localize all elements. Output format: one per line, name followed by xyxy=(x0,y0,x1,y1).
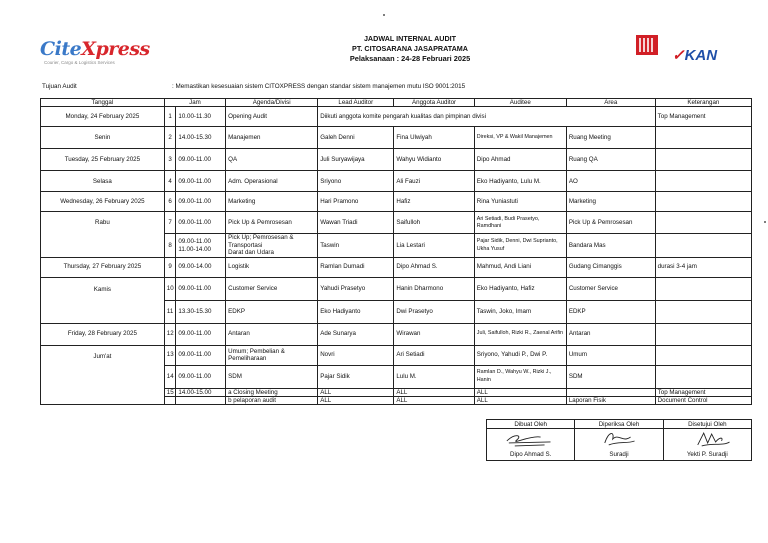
header-agenda: Agenda/Divisi xyxy=(226,99,318,107)
signature-scribble-icon xyxy=(575,429,662,449)
day-cell: Senin xyxy=(41,127,165,149)
header-area: Area xyxy=(566,99,655,107)
table-header-row xyxy=(41,99,752,107)
header-jam: Jam xyxy=(164,99,225,107)
sign-header-approved: Disetujui Oleh xyxy=(663,420,751,429)
title-line-3: Pelaksanaan : 24-28 Februari 2025 xyxy=(349,54,471,63)
signer-name: Dipo Ahmad S. xyxy=(510,450,552,458)
purpose-text: : Memastikan kesesuaian sistem CITOXPRESS dengan standar sistem manajemen mutu ISO 9001:2015 xyxy=(172,83,466,90)
opening-note: Diikuti anggota komite pengarah kualitas dan pimpinan divisi xyxy=(318,107,655,127)
scan-dot xyxy=(383,14,385,16)
citoxpress-logo: CiteXpress Courier, Cargo & Logistics Services xyxy=(40,38,150,65)
logo-tagline: Courier, Cargo & Logistics Services xyxy=(44,60,115,65)
table-row: Selasa 4 09.00-11.00 Adm. Operasional Sriyono Ali Fauzi Eko Hadiyanto, Lulu M. AO xyxy=(41,171,752,192)
signature-made xyxy=(487,429,575,461)
audit-schedule-table xyxy=(40,98,752,405)
table-row: b pelaporan audit ALL ALL ALL Laporan Fisik Document Control xyxy=(41,397,752,405)
table-row: Kamis 10 09.00-11.00 Customer Service Yahudi Prasetyo Hanin Dharmono Eko Hadiyanto, Hafiz Customer Service xyxy=(41,277,752,300)
signature-checked xyxy=(575,429,663,461)
header-tanggal: Tanggal xyxy=(41,99,165,107)
date-cell: Thursday, 27 February 2025 xyxy=(41,257,165,277)
table-row: 11 13.30-15.30 EDKP Eko Hadiyanto Dwi Prasetyo Taswin, Joko, Imam EDKP xyxy=(41,300,752,323)
title-line-1: JADWAL INTERNAL AUDIT xyxy=(363,34,457,43)
day-cell: Kamis xyxy=(41,277,165,323)
signer-name: Yekti P. Suradji xyxy=(686,450,728,458)
table-row: Rabu 7 09.00-11.00 Pick Up & Pemrosesan Wawan Triadi Saifulloh Ari Setiadi, Budi Prasetyo, Ramdhani Pick Up & Pemrosesan xyxy=(41,212,752,234)
table-row: Senin 2 14.00-15.30 Manajemen Galeh Denni Fina Ulwiyah Direksi, VP & Wakil Manajemen Ruang Meeting xyxy=(41,127,752,149)
signature-scribble-icon xyxy=(664,429,751,449)
sign-header-checked: Diperiksa Oleh xyxy=(575,420,663,429)
table-row: Tuesday, 25 February 2025 3 09.00-11.00 QA Juli Suryawijaya Wahyu Widianto Dipo Ahmad Ruang QA xyxy=(41,149,752,171)
signature-approved xyxy=(663,429,751,461)
table-row: 14 09.00-11.00 SDM Pajar Sidik Lulu M. Ramlan D., Wahyu W., Rizki J., Hanin SDM xyxy=(41,365,752,388)
signature-scribble-icon xyxy=(487,429,574,449)
table-row: Jum'at 13 09.00-11.00 Umum; Pembelian & Pemeliharaan Novri Ari Setiadi Sriyono, Yahudi P., Dwi P. Umum xyxy=(41,345,752,365)
date-cell: Friday, 28 February 2025 xyxy=(41,323,165,345)
header-keterangan: Keterangan xyxy=(655,99,751,107)
kan-logo: ✓KAN xyxy=(672,47,718,64)
purpose-label: Tujuan Audit xyxy=(42,83,77,90)
day-cell: Selasa xyxy=(41,171,165,192)
signature-table xyxy=(486,419,752,461)
header-auditee: Auditee xyxy=(474,99,566,107)
signer-name: Suradji xyxy=(609,450,629,458)
header-anggota-auditor: Anggota Auditor xyxy=(394,99,474,107)
document-title xyxy=(290,34,530,64)
table-row: Friday, 28 February 2025 12 09.00-11.00 Antaran Ade Sunarya Wirawan Juli, Saifulloh, Rizki R., Zaenal Arifin Antaran xyxy=(41,323,752,345)
date-cell: Monday, 24 February 2025 xyxy=(41,107,165,127)
scan-dot xyxy=(764,221,766,223)
iso-certification-badge-icon xyxy=(636,35,658,69)
header-lead-auditor: Lead Auditor xyxy=(318,99,394,107)
table-row: 15 14.00-15.00 a Closing Meeting ALL ALL ALL Top Management xyxy=(41,388,752,396)
day-cell: Jum'at xyxy=(41,345,165,405)
day-cell: Rabu xyxy=(41,212,165,257)
title-line-2: PT. CITOSARANA JASAPRATAMA xyxy=(352,44,468,53)
table-row: 8 09.00-11.00 11.00-14.00 Pick Up; Pemrosesan & Transportasi Darat dan Udara Taswin Lia Lestari Pajar Sidik, Denni, Dwi Suprianto, Ukha Yusuf Bandara Mas xyxy=(41,234,752,257)
table-row: Wednesday, 26 February 2025 6 09.00-11.00 Marketing Hari Pramono Hafiz Rina Yuniastuti Marketing xyxy=(41,192,752,212)
date-cell: Wednesday, 26 February 2025 xyxy=(41,192,165,212)
table-row: Thursday, 27 February 2025 9 09.00-14.00 Logistik Ramlan Dumadi Dipo Ahmad S. Mahmud, Andi Liani Gudang Cimanggis durasi 3-4 jam xyxy=(41,257,752,277)
sign-header-made: Dibuat Oleh xyxy=(487,420,575,429)
date-cell: Tuesday, 25 February 2025 xyxy=(41,149,165,171)
table-row: Monday, 24 February 2025 1 10.00-11.30 Opening Audit Diikuti anggota komite pengarah kualitas dan pimpinan divisi Top Management xyxy=(41,107,752,127)
